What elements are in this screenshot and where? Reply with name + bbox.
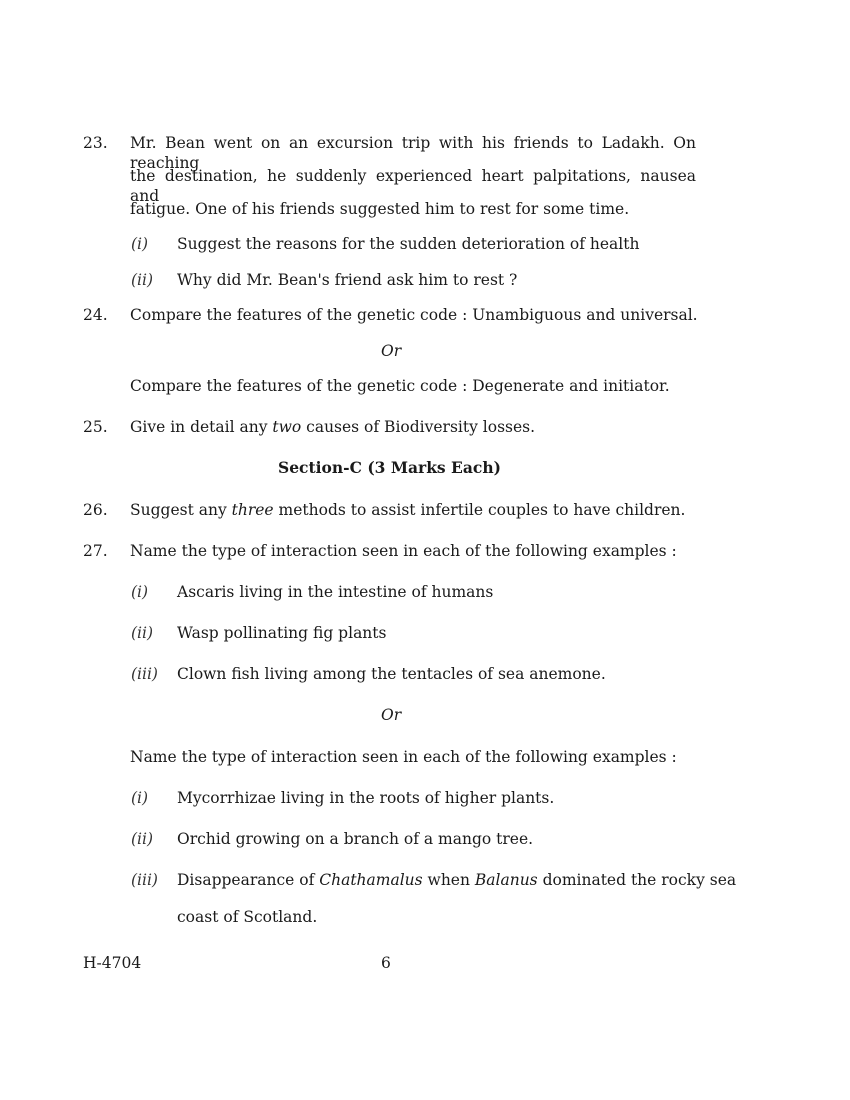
q23-part-ii-text: Why did Mr. Bean's friend ask him to rest ? [177, 271, 518, 289]
page-number: 6 [381, 954, 391, 972]
q23-part-i-label: (i) [131, 235, 149, 253]
question-number-25: 25. [83, 418, 108, 436]
question-number-23: 23. [83, 134, 108, 152]
q27-alt-part-ii-label: (ii) [131, 830, 154, 848]
q27-part-ii-text: Wasp pollinating fig plants [177, 624, 387, 642]
q27-alt-text: Name the type of interaction seen in each of the following examples : [130, 748, 677, 766]
q25-text: Give in detail any two causes of Biodiversity losses. [130, 418, 536, 436]
q27-part-iii-text: Clown fish living among the tentacles of sea anemone. [177, 665, 606, 683]
q27-part-ii-label: (ii) [131, 624, 154, 642]
q27-text: Name the type of interaction seen in each of the following examples : [130, 542, 677, 560]
q23-line-3: fatigue. One of his friends suggested him to rest for some time. [130, 200, 630, 218]
q23-part-i-text: Suggest the reasons for the sudden deterioration of health [177, 235, 640, 253]
q27-alt-part-iii-label: (iii) [131, 871, 158, 889]
paper-code: H-4704 [83, 954, 142, 972]
q27-part-iii-label: (iii) [131, 665, 158, 683]
q23-part-ii-label: (ii) [131, 271, 154, 289]
question-number-24: 24. [83, 306, 108, 324]
q23-line-1: Mr. Bean went on an excursion trip with his friends to Ladakh. On reaching [130, 134, 696, 172]
q27-alt-part-iii-text-line-2: coast of Scotland. [177, 908, 318, 926]
q23-line-2: the destination, he suddenly experienced heart palpitations, nausea and [130, 167, 696, 205]
q26-text: Suggest any three methods to assist infertile couples to have children. [130, 501, 686, 519]
q27-alt-part-iii-text: Disappearance of Chathamalus when Balanus dominated the rocky sea [177, 871, 737, 889]
q27-or-separator: Or [381, 706, 402, 724]
question-number-26: 26. [83, 501, 108, 519]
q24-alt-text: Compare the features of the genetic code : Degenerate and initiator. [130, 377, 670, 395]
section-c-heading: Section-C (3 Marks Each) [278, 458, 501, 477]
q27-alt-part-i-text: Mycorrhizae living in the roots of higher plants. [177, 789, 555, 807]
q27-alt-part-ii-text: Orchid growing on a branch of a mango tree. [177, 830, 534, 848]
q27-part-i-text: Ascaris living in the intestine of humans [177, 583, 494, 601]
q27-part-i-label: (i) [131, 583, 149, 601]
q24-text: Compare the features of the genetic code : Unambiguous and universal. [130, 306, 698, 324]
q24-or-separator: Or [381, 342, 402, 360]
question-number-27: 27. [83, 542, 108, 560]
q27-alt-part-i-label: (i) [131, 789, 149, 807]
